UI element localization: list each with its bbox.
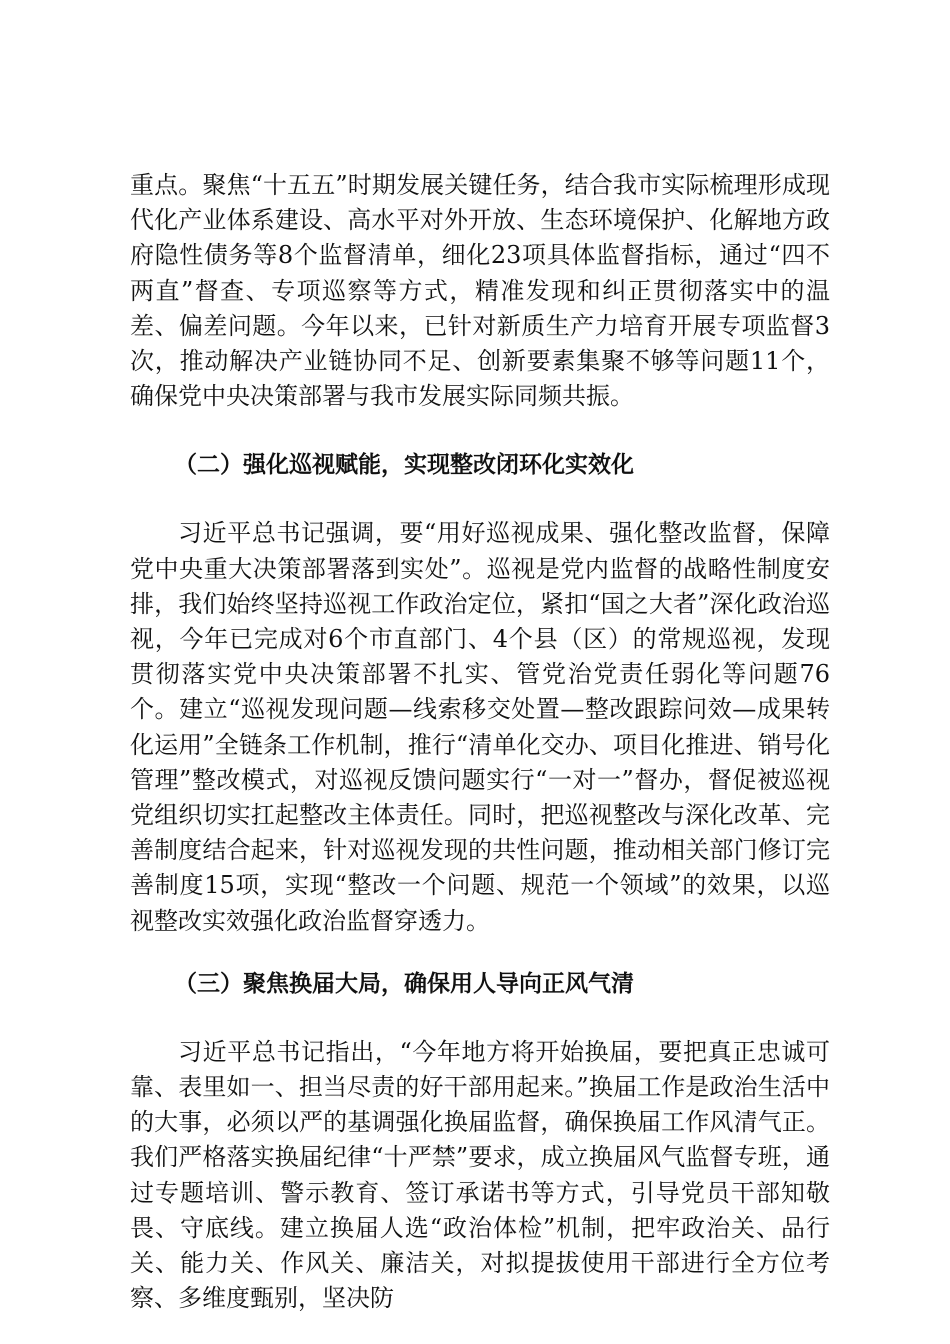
section-heading: （二）强化巡视赋能，实现整改闭环化实效化	[174, 452, 634, 479]
section-heading: （三）聚焦换届大局，确保用人导向正风气清	[174, 970, 634, 997]
body-paragraph: 习近平总书记强调，要“用好巡视成果、强化整改监督，保障党中央重大决策部署落到实处”。巡视是党内监督的战略性制度安排，我们始终坚持巡视工作政治定位，紧扣“国之大者”深化政治巡视，今年已完成对6个市直部门、4个县（区）的常规巡视，发现贯彻落实党中央决策部署不扎实、管党治党责任弱化等问题76个。建立“巡视发现问题—线索移交处置—整改跟踪问效—成果转化运用”全链条工作机制，推行“清单化交办、项目化推进、销号化管理”整改模式，对巡视反馈问题实行“一对一”督办，督促被巡视党组织切实扛起整改主体责任。同时，把巡视整改与深化改革、完善制度结合起来，针对巡视发现的共性问题，推动相关部门修订完善制度15项，实现“整改一个问题、规范一个领域”的效果，以巡视整改实效强化政治监督穿透力。	[130, 519, 830, 935]
body-paragraph: 习近平总书记指出，“今年地方将开始换届，要把真正忠诚可靠、表里如一、担当尽责的好干部用起来。”换届工作是政治生活中的大事，必须以严的基调强化换届监督，确保换届工作风清气正。我们严格落实换届纪律“十严禁”要求，成立换届风气监督专班，通过专题培训、警示教育、签订承诺书等方式，引导党员干部知敬畏、守底线。建立换届人选“政治体检”机制，把牢政治关、品行关、能力关、作风关、廉洁关，对拟提拔使用干部进行全方位考察、多维度甄别，坚决防	[130, 1037, 830, 1313]
body-paragraph: 重点。聚焦“十五五”时期发展关键任务，结合我市实际梳理形成现代化产业体系建设、高水平对外开放、生态环境保护、化解地方政府隐性债务等8个监督清单，细化23项具体监督指标，通过“四不两直”督查、专项巡察等方式，精准发现和纠正贯彻落实中的温差、偏差问题。今年以来，已针对新质生产力培育开展专项监督3次，推动解决产业链协同不足、创新要素集聚不够等问题11个，确保党中央决策部署与我市发展实际同频共振。	[130, 171, 830, 411]
document-page	[130, 168, 830, 1316]
